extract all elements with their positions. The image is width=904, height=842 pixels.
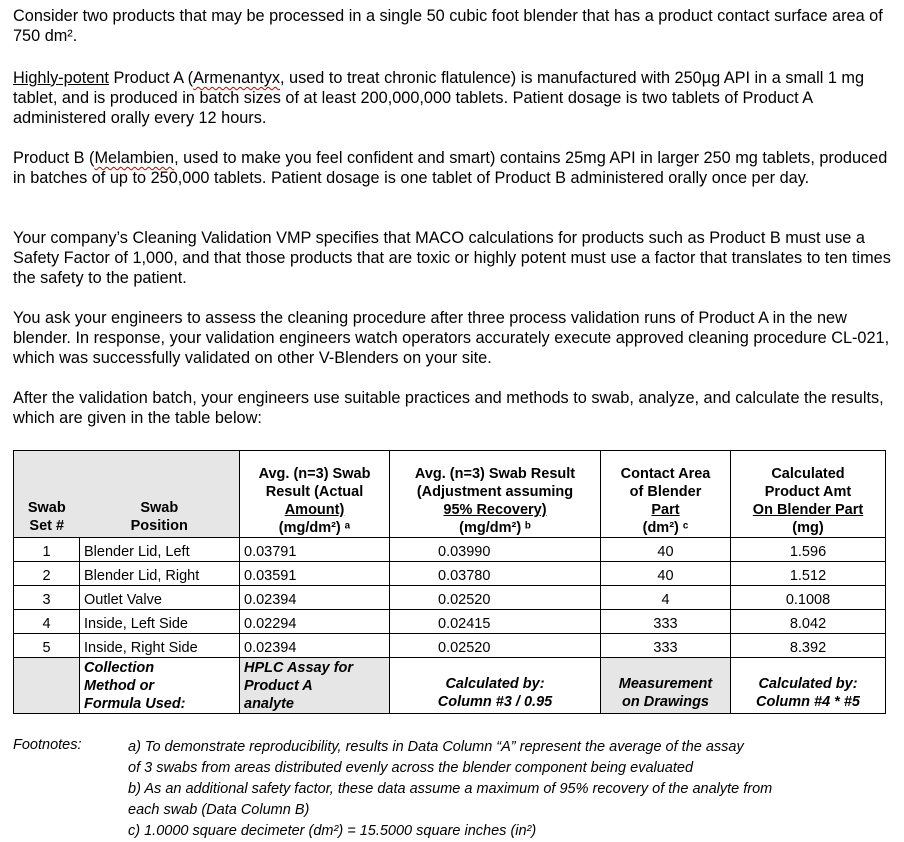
footnote-b-line1: b) As an additional safety factor, these data assume a maximum of 95% recovery of the analyte from	[128, 781, 773, 797]
product-a-rest: , used to treat chronic flatulence) is manufactured with 250µg API in a small 1 mg tablet, and is produced in batch sizes of at least 200,000,000 tablets. Patient dosage is two tablets of Product A administered orally every 12 hours.	[13, 69, 865, 127]
cell-set: 3	[14, 586, 80, 610]
table-row	[14, 562, 886, 586]
footnote-a-line1: a) To demonstrate reproducibility, results in Data Column “A” represent the average of the assay	[128, 739, 744, 755]
footer-calc-col6: Calculated by: Column #4 * #5	[731, 658, 886, 714]
cell-actual: 0.03591	[240, 562, 390, 586]
product-b-paragraph	[13, 148, 893, 188]
cell-calc: 1.512	[731, 562, 886, 586]
vmp-paragraph: Your company’s Cleaning Validation VMP specifies that MACO calculations for products such as Product B must use a Safety Factor of 1,000, and that those products that are toxic or highly potent must use a factor that translates to ten times the safety to the patient.	[13, 229, 891, 287]
cell-actual: 0.02294	[240, 610, 390, 634]
cell-area: 333	[601, 610, 731, 634]
cell-position: Blender Lid, Right	[80, 562, 240, 586]
footer-hplc-assay: HPLC Assay for Product A analyte	[240, 658, 390, 714]
engineers-paragraph: You ask your engineers to assess the cleaning procedure after three process validation runs of Product A in the new blender. In response, your validation engineers watch operators accurately execute approved cleaning procedure CL-021, which was successfully validated on other V-Blenders on your site.	[13, 309, 890, 367]
product-a-lead: Product A (	[108, 69, 194, 87]
footnote-a-line2: of 3 swabs from areas distributed evenly across the blender component being evaluated	[128, 760, 694, 776]
table-row	[14, 610, 886, 634]
footnotes-label: Footnotes:	[13, 737, 82, 753]
table-row	[14, 634, 886, 658]
header-swab-position: Swab Position	[80, 451, 240, 538]
table-row	[14, 586, 886, 610]
cell-set: 2	[14, 562, 80, 586]
header-swab-set: Swab Set #	[14, 451, 80, 538]
cell-area: 333	[601, 634, 731, 658]
cell-calc: 8.392	[731, 634, 886, 658]
footer-blank-cell	[14, 658, 80, 714]
cell-adjusted: 0.03990	[390, 538, 601, 562]
product-b-lead: Product B (	[13, 149, 95, 167]
cell-actual: 0.02394	[240, 586, 390, 610]
cell-set: 5	[14, 634, 80, 658]
cell-set: 4	[14, 610, 80, 634]
cell-position: Blender Lid, Left	[80, 538, 240, 562]
footnotes	[128, 737, 888, 842]
header-contact-area: Contact Area of Blender Part (dm²) ᶜ	[601, 451, 731, 538]
cell-position: Outlet Valve	[80, 586, 240, 610]
results-table	[13, 450, 886, 714]
cell-area: 4	[601, 586, 731, 610]
product-a-paragraph	[13, 68, 893, 128]
footer-calc-col4: Calculated by: Column #3 / 0.95	[390, 658, 601, 714]
footer-measurement: Measurement on Drawings	[601, 658, 731, 714]
cell-calc: 0.1008	[731, 586, 886, 610]
product-b-name: Melambien	[94, 149, 175, 167]
cell-adjusted: 0.02520	[390, 586, 601, 610]
cell-actual: 0.03791	[240, 538, 390, 562]
cell-calc: 8.042	[731, 610, 886, 634]
footnote-b-line2: each swab (Data Column B)	[128, 802, 310, 818]
product-b-rest: , used to make you feel confident and smart) contains 25mg API in larger 250 mg tablets, produced in batches of up to 250,000 tablets. Patient dosage is one tablet of Product B administered orally once per day.	[13, 149, 888, 187]
cell-area: 40	[601, 562, 731, 586]
header-calculated-amount: Calculated Product Amt On Blender Part (mg)	[731, 451, 886, 538]
footer-method-label: Collection Method or Formula Used:	[80, 658, 240, 714]
cell-calc: 1.596	[731, 538, 886, 562]
header-actual-result: Avg. (n=3) Swab Result (Actual Amount) (mg/dm²) ᵃ	[240, 451, 390, 538]
cell-area: 40	[601, 538, 731, 562]
cell-adjusted: 0.02415	[390, 610, 601, 634]
header-adjusted-result: Avg. (n=3) Swab Result (Adjustment assuming 95% Recovery) (mg/dm²) ᵇ	[390, 451, 601, 538]
footnote-c: c) 1.0000 square decimeter (dm²) = 15.5000 square inches (in²)	[128, 823, 537, 839]
table-footer-row	[14, 658, 886, 714]
intro-paragraph: Consider two products that may be processed in a single 50 cubic foot blender that has a product contact surface area of 750 dm².	[13, 7, 883, 45]
cell-adjusted: 0.03780	[390, 562, 601, 586]
highly-potent-text: Highly-potent	[13, 69, 109, 87]
cell-position: Inside, Right Side	[80, 634, 240, 658]
product-a-name: Armenantyx	[193, 69, 280, 87]
table-row	[14, 538, 886, 562]
table-header-row	[14, 451, 886, 538]
cell-position: Inside, Left Side	[80, 610, 240, 634]
cell-actual: 0.02394	[240, 634, 390, 658]
cell-set: 1	[14, 538, 80, 562]
cell-adjusted: 0.02520	[390, 634, 601, 658]
after-paragraph: After the validation batch, your engineers use suitable practices and methods to swab, analyze, and calculate the results, which are given in the table below:	[13, 389, 884, 427]
